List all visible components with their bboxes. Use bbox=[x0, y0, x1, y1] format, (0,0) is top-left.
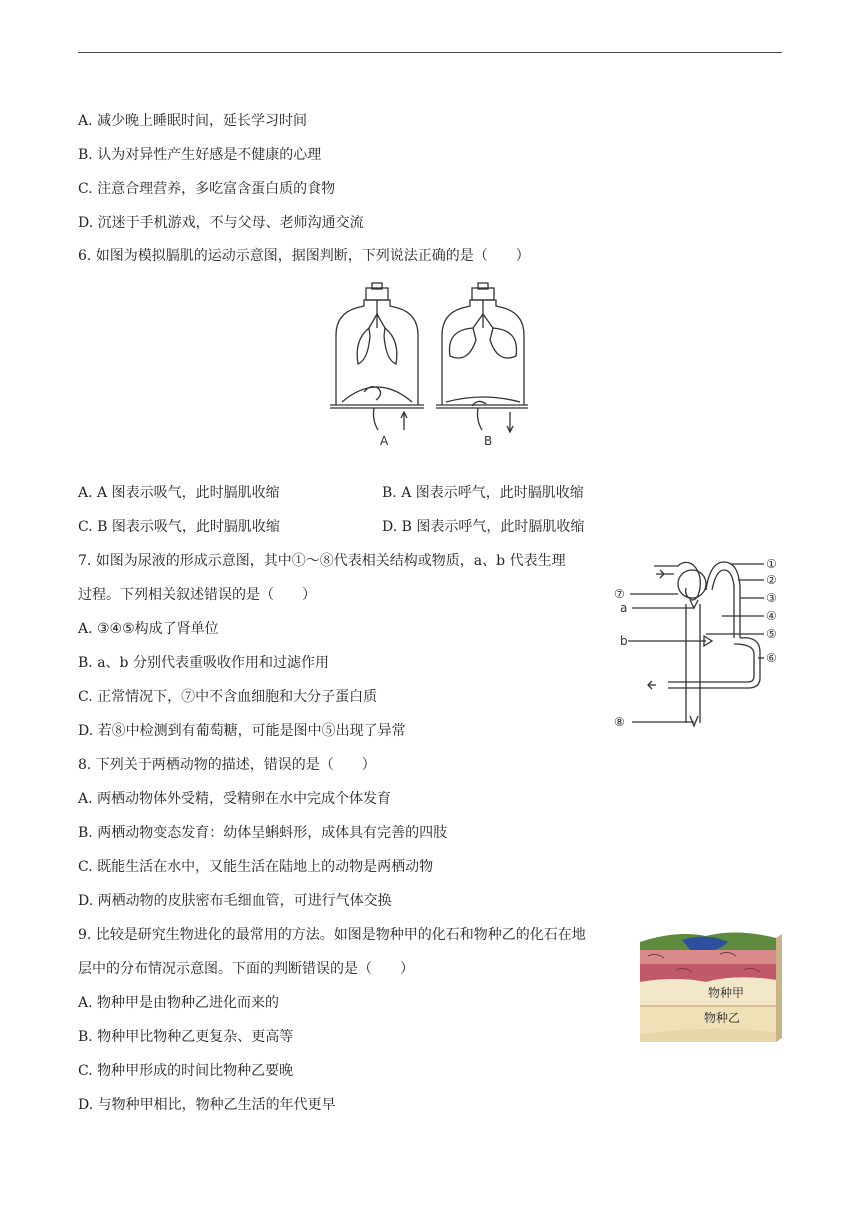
q7-option-a: A. ③④⑤构成了肾单位 bbox=[78, 621, 219, 637]
q9-option-b: B. 物种甲比物种乙更复杂、更高等 bbox=[78, 1029, 294, 1045]
q5-option-a: A. 减少晚上睡眠时间，延长学习时间 bbox=[78, 113, 308, 129]
q8-option-a: A. 两栖动物体外受精，受精卵在水中完成个体发育 bbox=[78, 791, 392, 807]
q7-label-6: ⑥ bbox=[766, 651, 777, 665]
q9-label-jia: 物种甲 bbox=[708, 986, 745, 1000]
q9-label-yi: 物种乙 bbox=[704, 1011, 741, 1025]
q7-label-5: ⑤ bbox=[766, 627, 777, 641]
q7-option-b: B. a、b 分别代表重吸收作用和过滤作用 bbox=[78, 655, 329, 671]
q6-option-a: A. A 图表示吸气，此时膈肌收缩 bbox=[78, 485, 280, 501]
q5-option-c: C. 注意合理营养，多吃富含蛋白质的食物 bbox=[78, 181, 336, 197]
q8-option-c: C. 既能生活在水中，又能生活在陆地上的动物是两栖动物 bbox=[78, 859, 434, 875]
q6-option-c: C. B 图表示吸气，此时膈肌收缩 bbox=[78, 519, 280, 535]
q5-option-d: D. 沉迷于手机游戏，不与父母、老师沟通交流 bbox=[78, 215, 364, 231]
q6-option-d: D. B 图表示呼气，此时膈肌收缩 bbox=[382, 519, 585, 535]
q8-option-d: D. 两栖动物的皮肤密布毛细血管，可进行气体交换 bbox=[78, 893, 392, 909]
q7-nephron-diagram bbox=[608, 548, 816, 738]
q9-option-c: C. 物种甲形成的时间比物种乙要晚 bbox=[78, 1063, 294, 1079]
q7-option-d: D. 若⑧中检测到有葡萄糖，可能是图中⑤出现了异常 bbox=[78, 723, 406, 739]
q7-label-1: ① bbox=[766, 557, 777, 571]
q7-option-c: C. 正常情况下，⑦中不含血细胞和大分子蛋白质 bbox=[78, 689, 378, 705]
q7-label-a: a bbox=[620, 601, 628, 615]
q6-label-a: A bbox=[380, 434, 389, 448]
q7-label-4: ④ bbox=[766, 609, 777, 623]
q7-label-2: ② bbox=[766, 573, 777, 587]
q7-label-7: ⑦ bbox=[614, 587, 625, 601]
q6-label-b: B bbox=[484, 434, 493, 448]
q7-stem-line2: 过程。下列相关叙述错误的是（ ） bbox=[78, 587, 316, 603]
q7-label-3: ③ bbox=[766, 591, 777, 605]
q8-option-b: B. 两栖动物变态发育：幼体呈蝌蚪形，成体具有完善的四肢 bbox=[78, 825, 448, 841]
header-rule bbox=[78, 52, 782, 53]
q9-stem-line2: 层中的分布情况示意图。下面的判断错误的是（ ） bbox=[78, 961, 414, 977]
q7-label-b: b bbox=[620, 634, 628, 648]
q9-option-a: A. 物种甲是由物种乙进化而来的 bbox=[78, 995, 280, 1011]
q7-stem-line1: 7. 如图为尿液的形成示意图，其中①～⑧代表相关结构或物质，a、b 代表生理 bbox=[78, 553, 566, 569]
q9-strata-diagram bbox=[636, 924, 782, 1048]
q6-option-b: B. A 图表示呼气，此时膈肌收缩 bbox=[382, 485, 584, 501]
q6-stem: 6. 如图为模拟膈肌的运动示意图，据图判断，下列说法正确的是（ ） bbox=[78, 248, 530, 264]
q9-stem-line1: 9. 比较是研究生物进化的最常用的方法。如图是物种甲的化石和物种乙的化石在地 bbox=[78, 927, 586, 943]
q7-label-8: ⑧ bbox=[614, 715, 625, 729]
q8-stem: 8. 下列关于两栖动物的描述，错误的是（ ） bbox=[78, 757, 376, 773]
q9-option-d: D. 与物种甲相比，物种乙生活的年代更早 bbox=[78, 1097, 336, 1113]
q6-diaphragm-diagram bbox=[328, 280, 528, 450]
q5-option-b: B. 认为对异性产生好感是不健康的心理 bbox=[78, 147, 322, 163]
